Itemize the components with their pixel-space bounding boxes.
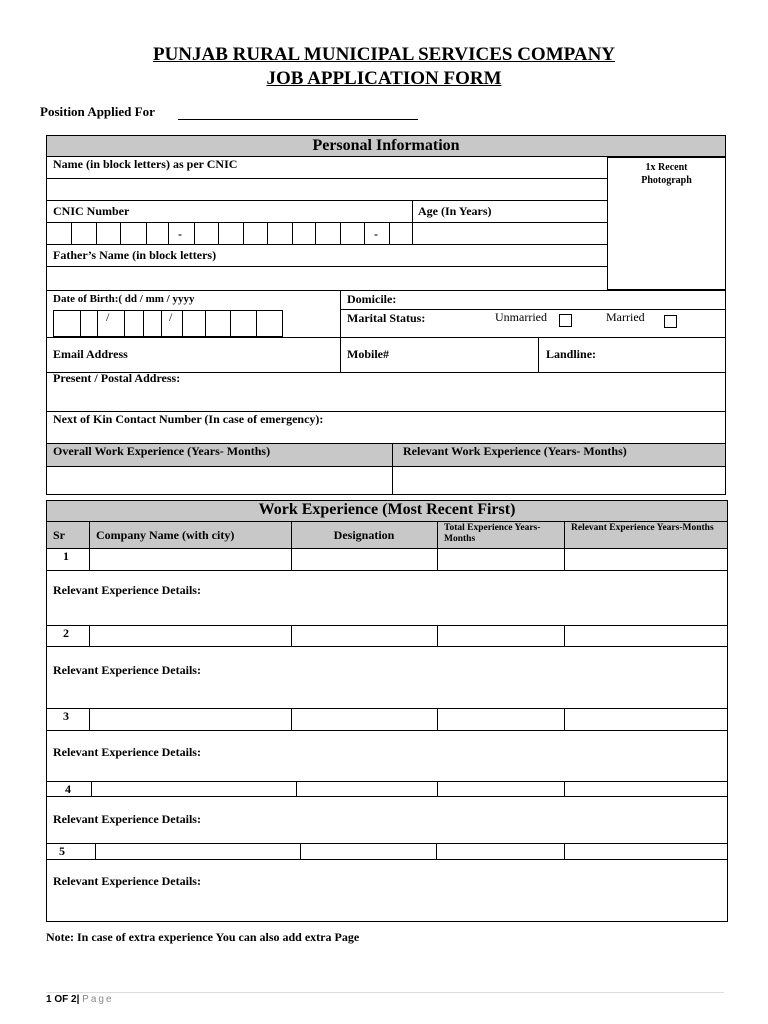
cnic-cell-divider (146, 222, 147, 244)
footer-rule (46, 992, 724, 993)
position-input[interactable] (180, 102, 420, 120)
row4-details-input[interactable] (215, 804, 726, 840)
position-label: Position Applied For (40, 104, 155, 119)
extra-page-note: Note: In case of extra experience You can also add extra Page (46, 930, 360, 944)
relevant-experience-input[interactable] (396, 469, 726, 493)
row4-designation-input[interactable] (300, 782, 438, 797)
row-sr: 2 (63, 626, 69, 640)
landline-input[interactable] (604, 345, 726, 365)
unmarried-checkbox[interactable] (559, 314, 572, 327)
row5-relevant-exp-input[interactable] (568, 844, 728, 860)
cnic-dash-1: - (178, 227, 182, 241)
dob-cell-divider (80, 310, 81, 337)
col-relevant-experience: Relevant Experience Years-Months (571, 523, 714, 533)
form-title: JOB APPLICATION FORM (266, 68, 502, 89)
next-of-kin-input[interactable] (345, 412, 726, 430)
company-title: PUNJAB RURAL MUNICIPAL SERVICES COMPANY (152, 44, 616, 65)
cnic-cell-divider (168, 222, 169, 244)
row5-details-input[interactable] (215, 866, 726, 918)
col-company: Company Name (with city) (96, 528, 235, 542)
father-name-label: Father’s Name (in block letters) (53, 248, 217, 262)
divider (91, 781, 92, 796)
divider (46, 337, 726, 338)
marital-status-label: Marital Status: (347, 311, 426, 325)
personal-info-title: Personal Information (312, 137, 460, 154)
row1-designation-input[interactable] (295, 550, 438, 570)
row3-designation-input[interactable] (295, 710, 438, 730)
row-sr: 5 (59, 844, 65, 858)
divider (46, 570, 728, 571)
row3-details-input[interactable] (215, 738, 726, 780)
married-checkbox[interactable] (664, 315, 677, 328)
row1-relevant-exp-input[interactable] (568, 550, 728, 570)
divider (46, 548, 728, 549)
row3-total-exp-input[interactable] (441, 710, 565, 730)
divider (89, 548, 90, 570)
divider (392, 443, 393, 495)
col-sr: Sr (53, 528, 65, 542)
row-details-label: Relevant Experience Details: (53, 745, 201, 759)
divider (46, 730, 728, 731)
domicile-input[interactable] (410, 291, 726, 309)
divider (89, 708, 90, 730)
cnic-cell-divider (96, 222, 97, 244)
cnic-cell-divider (243, 222, 244, 244)
overall-experience-label: Overall Work Experience (Years- Months) (53, 444, 271, 458)
cnic-cell-divider (389, 222, 390, 244)
mobile-label: Mobile# (347, 347, 389, 361)
row-details-label: Relevant Experience Details: (53, 663, 201, 677)
relevant-experience-label: Relevant Work Experience (Years- Months) (403, 444, 627, 458)
row2-relevant-exp-input[interactable] (568, 627, 728, 646)
age-input[interactable] (416, 224, 606, 244)
name-input[interactable] (50, 180, 607, 200)
father-name-input[interactable] (50, 268, 607, 288)
row2-details-input[interactable] (215, 656, 726, 704)
row-details-label: Relevant Experience Details: (53, 583, 201, 597)
divider (46, 646, 728, 647)
row4-relevant-exp-input[interactable] (568, 782, 728, 797)
cnic-cell-divider (364, 222, 365, 244)
row1-details-input[interactable] (215, 580, 726, 622)
page-word: Page (82, 994, 114, 1005)
landline-label: Landline: (546, 347, 597, 361)
address-label: Present / Postal Address: (53, 371, 181, 385)
divider (46, 708, 728, 709)
cnic-cell-divider (315, 222, 316, 244)
name-label: Name (in block letters) as per CNIC (53, 157, 238, 171)
row-sr: 1 (63, 549, 69, 563)
dob-cell-divider (256, 310, 257, 337)
col-total-experience: Total Experience Years-Months (444, 523, 541, 544)
row3-relevant-exp-input[interactable] (568, 710, 728, 730)
next-of-kin-label: Next of Kin Contact Number (In case of emergency): (53, 412, 324, 426)
address-input[interactable] (50, 388, 726, 410)
dob-cell-divider (143, 310, 144, 337)
cnic-dash-2: - (374, 227, 378, 241)
row-details-label: Relevant Experience Details: (53, 812, 201, 826)
divider (95, 843, 96, 859)
divider (46, 244, 607, 245)
row1-total-exp-input[interactable] (441, 550, 565, 570)
overall-experience-input[interactable] (50, 469, 392, 493)
divider (89, 625, 90, 646)
divider (46, 625, 728, 626)
email-input[interactable] (140, 345, 340, 365)
cnic-cell-divider (194, 222, 195, 244)
row5-designation-input[interactable] (304, 844, 437, 860)
row4-company-input[interactable] (95, 782, 297, 797)
divider (437, 521, 438, 549)
divider (538, 337, 539, 372)
divider (46, 178, 607, 179)
row-sr: 4 (65, 782, 71, 796)
cnic-label: CNIC Number (53, 204, 130, 218)
dob-slash-2: / (169, 310, 173, 324)
cnic-cell-divider (340, 222, 341, 244)
divider (46, 796, 728, 797)
domicile-label: Domicile: (347, 292, 397, 306)
dob-cell-divider (182, 310, 183, 337)
unmarried-label: Unmarried (495, 310, 547, 324)
dob-cell-divider (97, 310, 98, 337)
mobile-input[interactable] (395, 345, 538, 365)
page-footer (46, 994, 114, 1005)
divider (89, 521, 90, 549)
divider (340, 290, 341, 372)
married-label: Married (606, 310, 645, 324)
page-number: 1 OF 2| (46, 994, 80, 1005)
age-label: Age (In Years) (418, 204, 492, 218)
dob-cell-divider (161, 310, 162, 337)
divider (564, 521, 565, 549)
row5-total-exp-input[interactable] (440, 844, 565, 860)
row2-designation-input[interactable] (295, 627, 438, 646)
cnic-cell-divider (71, 222, 72, 244)
row-details-label: Relevant Experience Details: (53, 874, 201, 888)
email-label: Email Address (53, 347, 128, 361)
col-designation: Designation (333, 528, 395, 542)
work-experience-title: Work Experience (Most Recent First) (258, 501, 516, 518)
row4-total-exp-input[interactable] (441, 782, 565, 797)
row2-company-input[interactable] (93, 627, 292, 646)
dob-slash-1: / (106, 310, 110, 324)
dob-label: Date of Birth:( dd / mm / yyyy (53, 293, 195, 305)
cnic-cell-divider (267, 222, 268, 244)
divider (46, 859, 728, 860)
divider (46, 266, 607, 267)
dob-cell-divider (205, 310, 206, 337)
dob-input-grid[interactable] (53, 310, 283, 337)
row-sr: 3 (63, 709, 69, 723)
row1-company-input[interactable] (93, 550, 292, 570)
divider (46, 200, 607, 201)
photo-label-1: 1x Recent (645, 162, 688, 173)
dob-cell-divider (124, 310, 125, 337)
dob-cell-divider (230, 310, 231, 337)
cnic-cell-divider (120, 222, 121, 244)
row3-company-input[interactable] (93, 710, 292, 730)
divider (46, 466, 726, 467)
divider (46, 222, 607, 223)
row2-total-exp-input[interactable] (441, 627, 565, 646)
cnic-cell-divider (292, 222, 293, 244)
photo-label-2: Photograph (641, 175, 692, 186)
row5-company-input[interactable] (99, 844, 301, 860)
cnic-cell-divider (218, 222, 219, 244)
